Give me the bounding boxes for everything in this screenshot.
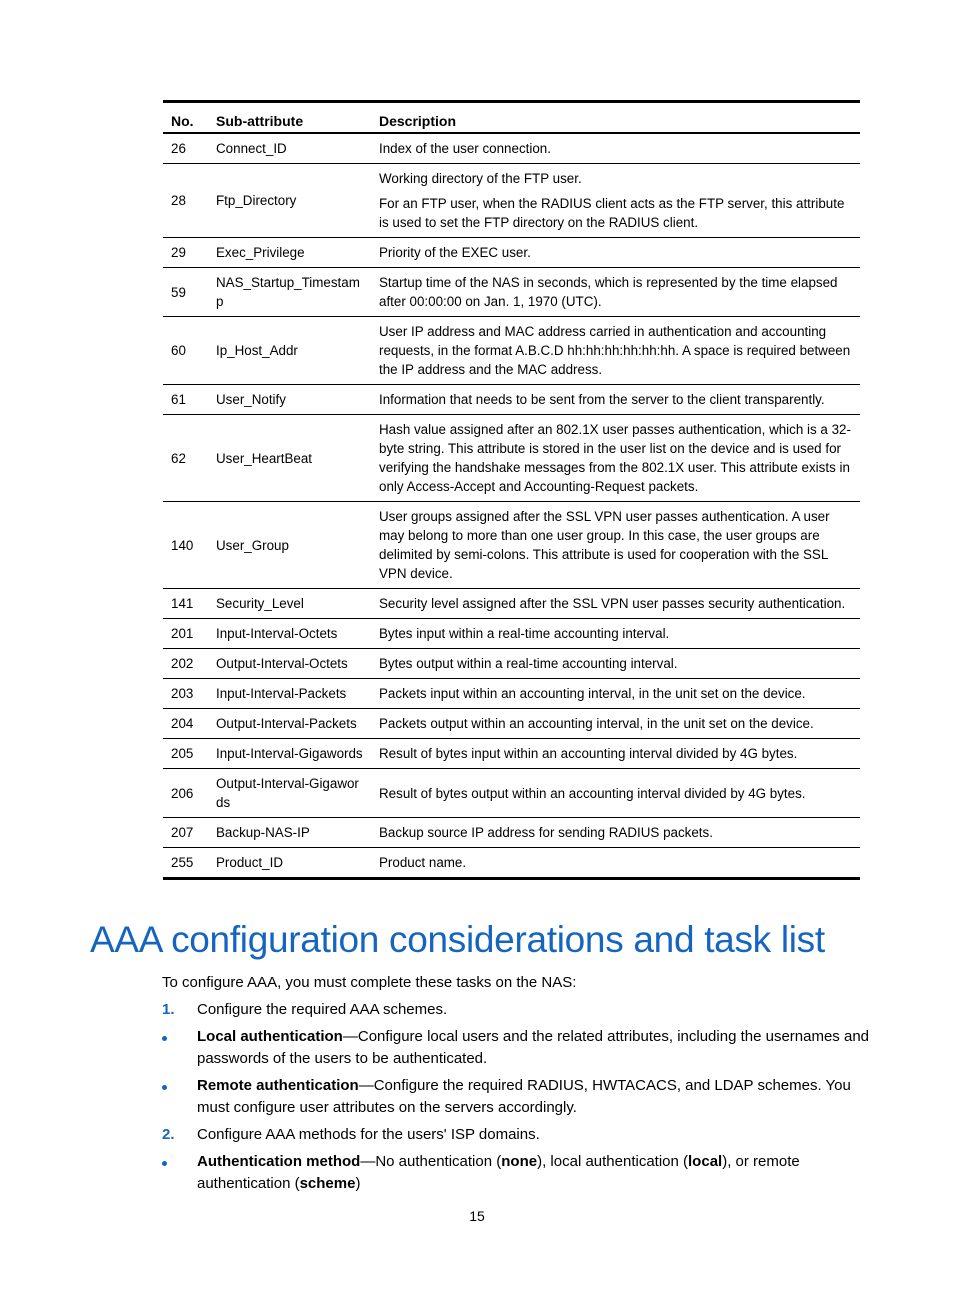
description-paragraph: Result of bytes input within an accounting interval divided by 4G bytes.	[379, 746, 798, 761]
remote-authentication-term: Remote authentication	[197, 1077, 359, 1094]
cell-sub-attribute: Product_ID	[216, 855, 283, 870]
cell-description	[371, 133, 860, 164]
table-row	[163, 649, 860, 679]
table-row	[163, 415, 860, 502]
cell-sub-attribute: User_HeartBeat	[208, 415, 371, 502]
table-row	[163, 317, 860, 385]
section-body	[162, 972, 872, 1200]
cell-sub-attribute: Backup-NAS-IP	[208, 818, 371, 848]
method-text-2: ), local authentication (	[537, 1153, 689, 1170]
method-text-1: —No authentication (	[360, 1153, 502, 1170]
cell-no: 207	[163, 818, 208, 848]
cell-no: 201	[163, 619, 208, 649]
cell-description	[371, 739, 860, 769]
cell-description	[371, 238, 860, 268]
header-description: Description	[371, 102, 860, 134]
cell-sub-attribute: Output-Interval-Packets	[208, 709, 371, 739]
bullet-dot-icon	[162, 1161, 167, 1166]
cell-sub-attribute: NAS_Startup_Timestamp	[208, 268, 371, 317]
step-2-text: Configure AAA methods for the users' ISP domains.	[197, 1126, 540, 1143]
cell-no: 255	[171, 855, 194, 870]
description-paragraph: Result of bytes output within an accounting interval divided by 4G bytes.	[379, 785, 806, 801]
cell-no: 140	[163, 502, 208, 589]
table-header-row	[163, 102, 860, 134]
table-row	[163, 238, 860, 268]
description-paragraph: User IP address and MAC address carried in authentication and accounting requests, in the format A.B.C.D hh:hh:hh:hh:hh:hh. A space is required between the IP address and the MAC address.	[379, 324, 851, 377]
cell-no: 205	[163, 739, 208, 769]
description-paragraph: Backup source IP address for sending RADIUS packets.	[379, 825, 713, 840]
cell-sub-attribute: Input-Interval-Gigawords	[208, 739, 371, 769]
table-row	[163, 769, 860, 818]
cell-no: 29	[163, 238, 208, 268]
cell-no: 26	[163, 133, 208, 164]
cell-description	[371, 848, 860, 879]
intro-paragraph: To configure AAA, you must complete these tasks on the NAS:	[162, 974, 577, 991]
cell-sub-attribute: Output-Interval-Octets	[208, 649, 371, 679]
table-row	[163, 619, 860, 649]
cell-description	[371, 385, 860, 415]
description-paragraph: Packets output within an accounting interval, in the unit set on the device.	[379, 716, 814, 731]
description-paragraph: For an FTP user, when the RADIUS client acts as the FTP server, this attribute is used to set the FTP directory on the RADIUS client.	[379, 196, 845, 230]
table-row	[163, 502, 860, 589]
cell-no: 62	[163, 415, 208, 502]
cell-no: 59	[163, 268, 208, 317]
cell-description	[371, 268, 860, 317]
cell-description	[371, 769, 860, 818]
keyword-local: local	[688, 1153, 723, 1170]
cell-no: 203	[163, 679, 208, 709]
table-row	[163, 679, 860, 709]
table-row	[163, 385, 860, 415]
bullet-authentication-method	[162, 1151, 872, 1195]
cell-no: 141	[163, 589, 208, 619]
cell-description	[371, 619, 860, 649]
step-1-number: 1.	[162, 1001, 175, 1018]
cell-no: 61	[163, 385, 208, 415]
description-paragraph: Bytes output within a real-time accounting interval.	[379, 656, 678, 671]
cell-description	[371, 709, 860, 739]
cell-description	[371, 415, 860, 502]
description-paragraph: Hash value assigned after an 802.1X user passes authentication, which is a 32-byte string. This attribute is stored in the user list on the device and is used for verifying the handshake messages from the 802.1X user. This attribute exists in only Access-Accept and Accounting-Request packets.	[379, 422, 851, 494]
cell-sub-attribute: Output-Interval-Gigawords	[208, 769, 371, 818]
keyword-none: none	[501, 1153, 538, 1170]
description-paragraph: Product name.	[379, 855, 467, 870]
step-2	[162, 1124, 872, 1146]
cell-description	[371, 818, 860, 848]
bullet-dot-icon	[162, 1036, 167, 1041]
local-authentication-text: —Configure local users and the related attributes, including the usernames and passwords of the users to be authenticated.	[197, 1028, 870, 1067]
table-row	[163, 589, 860, 619]
cell-description	[371, 649, 860, 679]
header-sub-attribute: Sub-attribute	[208, 102, 371, 134]
step-1	[162, 999, 872, 1021]
bullet-dot-icon	[162, 1085, 167, 1090]
bullet-local-authentication	[162, 1026, 872, 1070]
cell-description	[371, 317, 860, 385]
sub-attribute-table	[163, 100, 860, 880]
table-row	[163, 133, 860, 164]
description-paragraph: Packets input within an accounting interval, in the unit set on the device.	[379, 686, 806, 701]
cell-description	[371, 502, 860, 589]
cell-sub-attribute: User_Group	[208, 502, 371, 589]
cell-description	[371, 164, 860, 238]
description-paragraph: Priority of the EXEC user.	[379, 245, 531, 260]
cell-no: 202	[163, 649, 208, 679]
authentication-method-term: Authentication method	[197, 1153, 361, 1170]
cell-sub-attribute: Input-Interval-Octets	[208, 619, 371, 649]
description-paragraph: Bytes input within a real-time accounting interval.	[379, 626, 670, 641]
method-text-4: )	[355, 1175, 361, 1192]
cell-no: 28	[163, 164, 208, 238]
description-paragraph: Working directory of the FTP user.	[379, 171, 582, 186]
table-body	[163, 133, 860, 879]
cell-no: 204	[163, 709, 208, 739]
description-paragraph: Security level assigned after the SSL VPN user passes security authentication.	[379, 596, 846, 611]
page-number: 15	[469, 1208, 485, 1224]
cell-description	[371, 589, 860, 619]
table-row	[163, 739, 860, 769]
description-paragraph: Startup time of the NAS in seconds, which is represented by the time elapsed after 00:00:00 on Jan. 1, 1970 (UTC).	[379, 275, 838, 309]
table-row	[163, 164, 860, 238]
cell-no: 60	[163, 317, 208, 385]
section-title: AAA configuration considerations and task list	[90, 919, 825, 960]
attribute-table-wrapper	[163, 100, 860, 880]
table-row	[163, 848, 860, 879]
table-row	[163, 818, 860, 848]
step-1-text: Configure the required AAA schemes.	[197, 1001, 448, 1018]
cell-no: 206	[163, 769, 208, 818]
description-paragraph: Information that needs to be sent from the server to the client transparently.	[379, 392, 825, 407]
table-row	[163, 268, 860, 317]
cell-description	[371, 679, 860, 709]
step-2-number: 2.	[162, 1126, 175, 1143]
local-authentication-term: Local authentication	[197, 1028, 343, 1045]
keyword-scheme: scheme	[299, 1175, 356, 1192]
bullet-remote-authentication	[162, 1075, 872, 1119]
description-paragraph: User groups assigned after the SSL VPN user passes authentication. A user may belong to more than one user group. In this case, the user groups are delimited by semi-colons. This attribute is used for cooperation with the SSL VPN device.	[379, 509, 830, 581]
cell-sub-attribute: Exec_Privilege	[208, 238, 371, 268]
method-text-3: ), or remote authentication (	[197, 1153, 800, 1192]
cell-sub-attribute: User_Notify	[208, 385, 371, 415]
cell-sub-attribute: Ftp_Directory	[208, 164, 371, 238]
header-no: No.	[163, 102, 208, 134]
cell-sub-attribute: Input-Interval-Packets	[208, 679, 371, 709]
cell-sub-attribute: Ip_Host_Addr	[208, 317, 371, 385]
remote-authentication-text: —Configure the required RADIUS, HWTACACS, and LDAP schemes. You must configure user attributes on the servers accordingly.	[197, 1077, 851, 1116]
description-paragraph: Index of the user connection.	[379, 141, 551, 156]
cell-sub-attribute: Security_Level	[208, 589, 371, 619]
table-row	[163, 709, 860, 739]
cell-sub-attribute: Connect_ID	[208, 133, 371, 164]
